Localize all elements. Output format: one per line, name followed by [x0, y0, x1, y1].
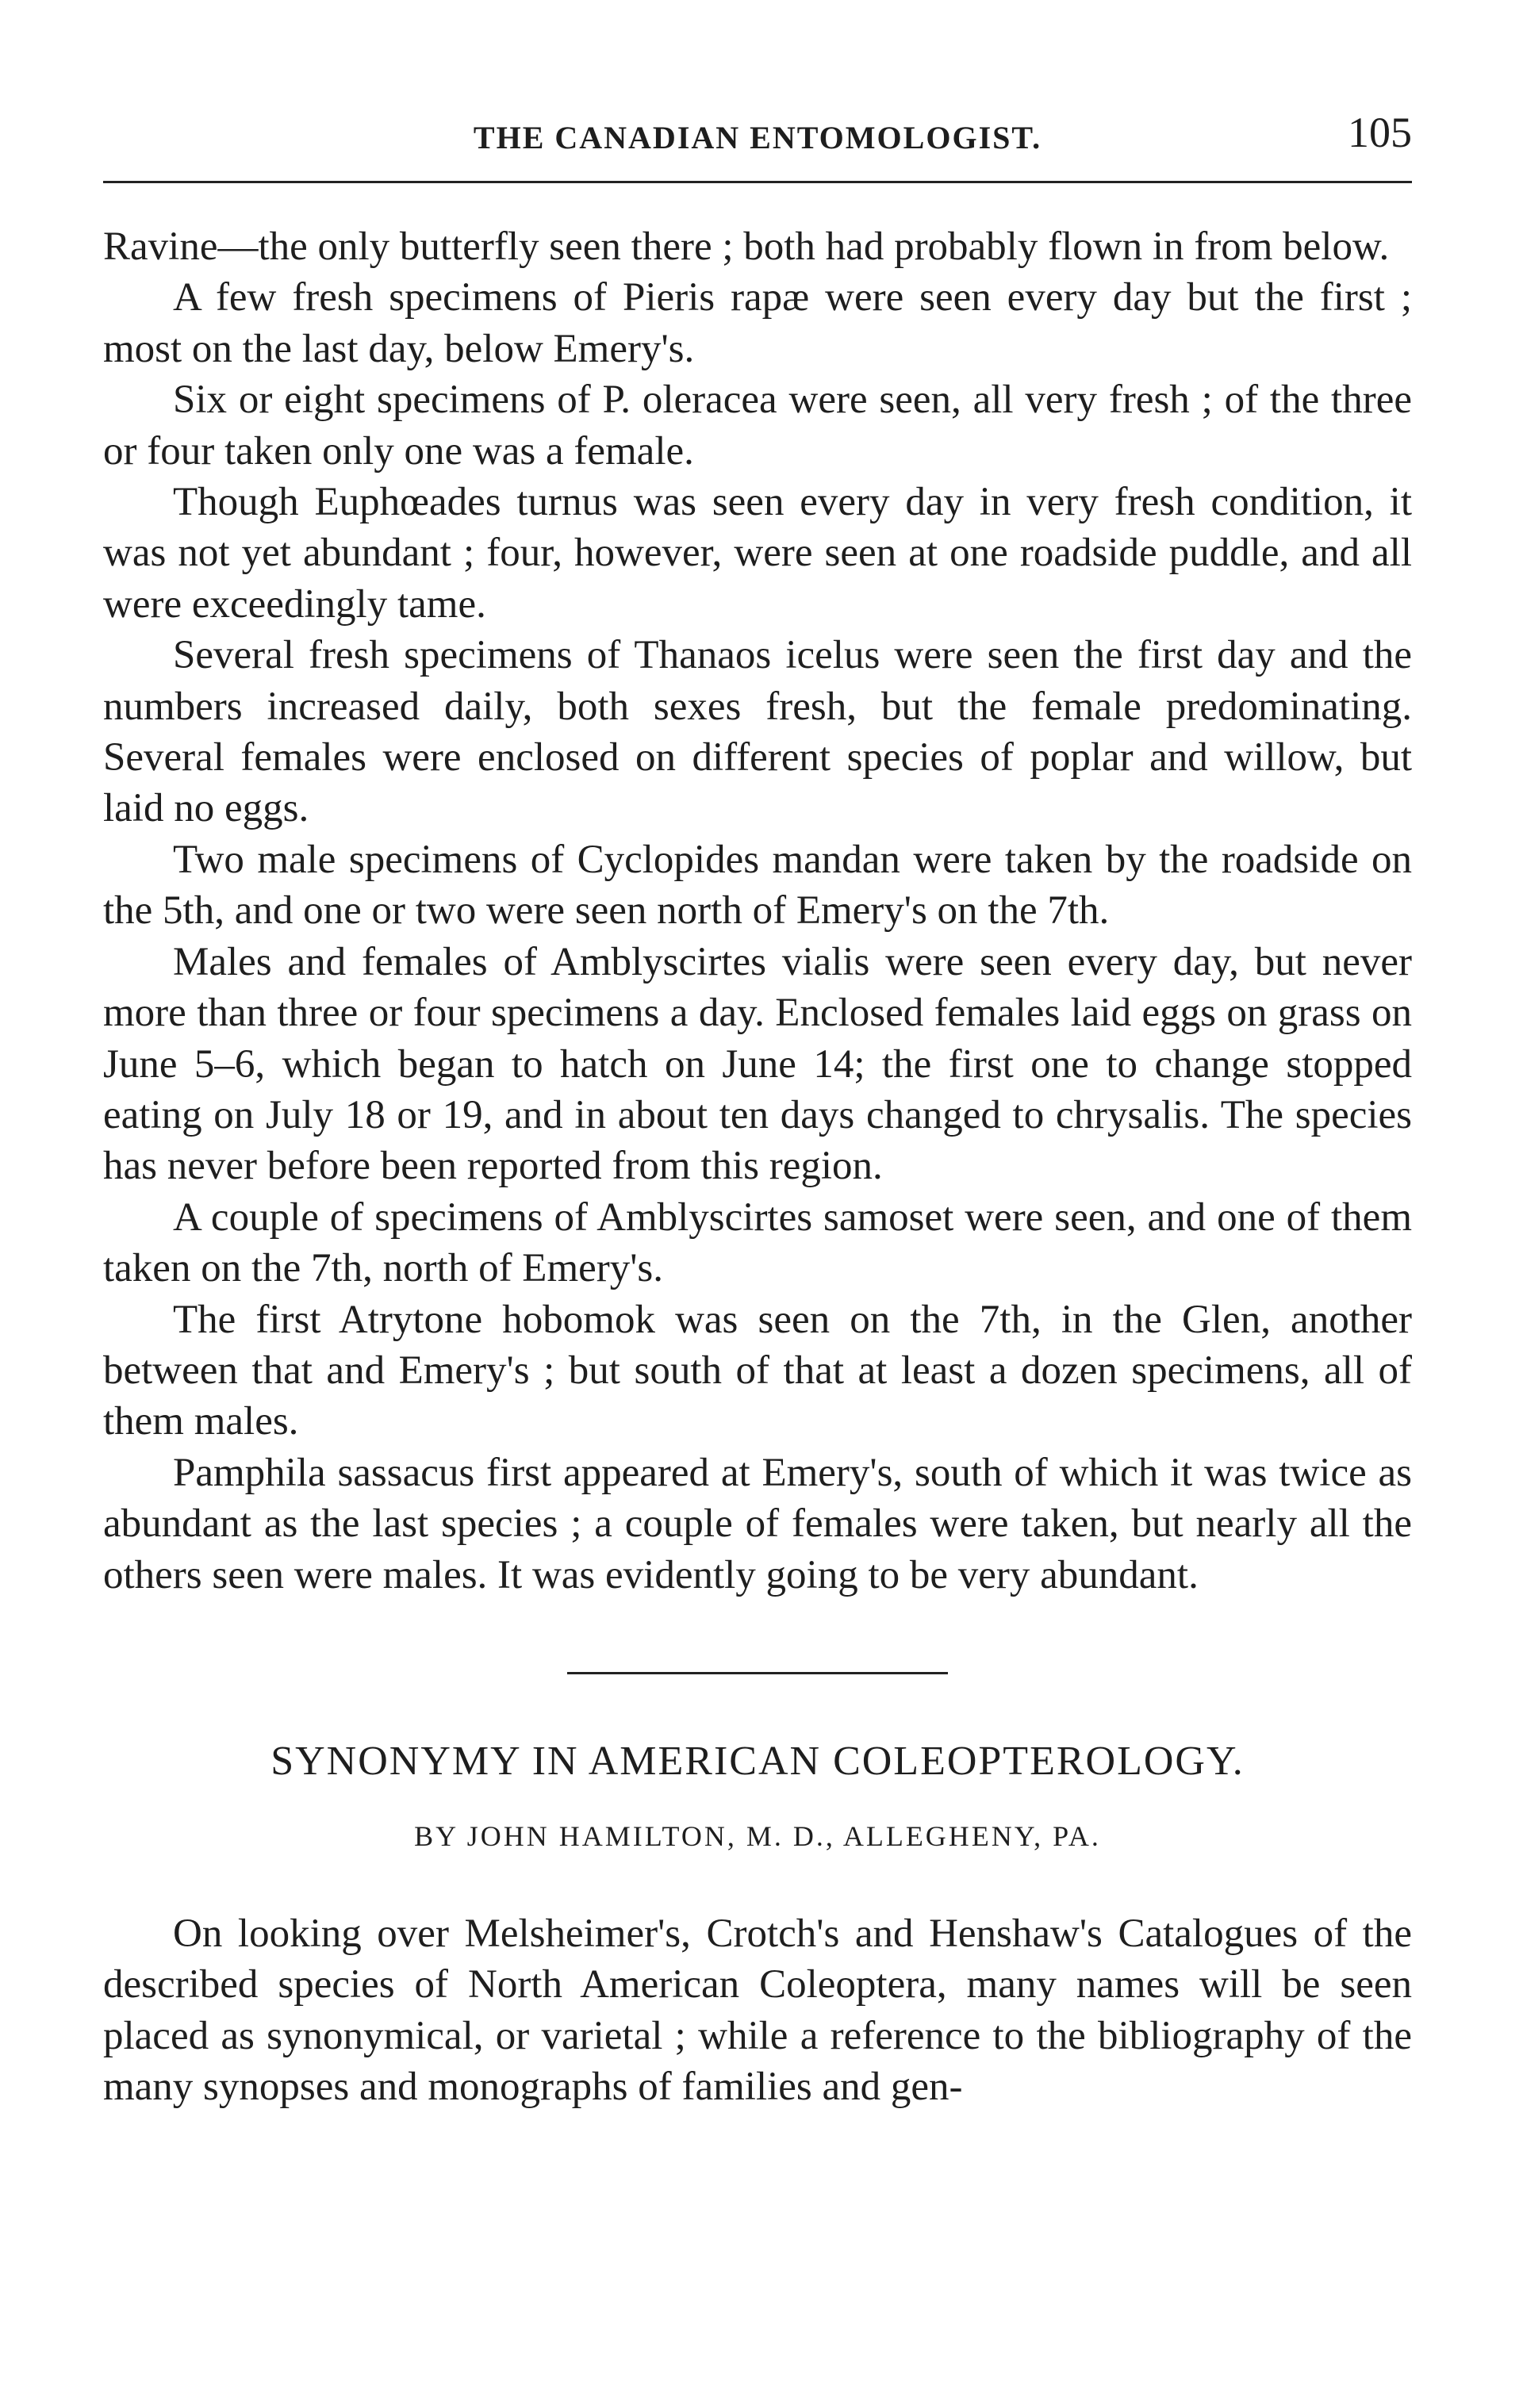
running-head — [103, 109, 1412, 174]
page-number: 105 — [1348, 109, 1412, 156]
paragraph: The first Atrytone hobomok was seen on the 7th, in the Glen, another between that and Emery's ; but south of that at least a dozen specimens, all of them males. — [103, 1297, 1412, 1444]
article-title: SYNONYMY IN AMERICAN COLEOPTEROLOGY. — [270, 1738, 1245, 1784]
article-body — [103, 1908, 1412, 2113]
byline: BY JOHN HAMILTON, M. D., ALLEGHENY, PA. — [414, 1819, 1101, 1852]
paragraph: Ravine—the only butterfly seen there ; both had probably flown in from below. — [103, 224, 1390, 269]
paragraph: Two male specimens of Cyclopides mandan were taken by the roadside on the 5th, and one or two were seen north of Emery's on the 7th. — [103, 837, 1412, 934]
paragraph: Pamphila sassacus first appeared at Emery's, south of which it was twice as abundant as the last species ; a couple of females were taken, but nearly all the others seen were males. It was evidently going to be very abundant. — [103, 1450, 1412, 1597]
paragraph: Six or eight specimens of P. oleracea were seen, all very fresh ; of the three or four taken only one was a female. — [103, 378, 1412, 474]
section-divider — [567, 1672, 948, 1674]
running-title: THE CANADIAN ENTOMOLOGIST. — [473, 120, 1042, 155]
paragraph: Though Euphœades turnus was seen every day in very fresh condition, it was not yet abundant ; four, however, were seen at one roadside puddle, and all were exceedingly tame. — [103, 480, 1412, 627]
paragraph: Males and females of Amblyscirtes vialis were seen every day, but never more than three or four specimens a day. Enclosed females laid eggs on grass on June 5–6, which began to hatch on June 14; the first one to change stopped eating on July 18 or 19, and in about ten days changed to chrysalis. The species has never before been reported from this region. — [103, 939, 1412, 1189]
paragraph: A couple of specimens of Amblyscirtes samoset were seen, and one of them taken on the 7th, north of Emery's. — [103, 1194, 1412, 1291]
paragraph: On looking over Melsheimer's, Crotch's and Henshaw's Catalogues of the described species of North American Coleoptera, many names will be seen placed as synonymical, or varietal ; while a reference to the bibliography of the many synopses and monographs of families and gen- — [103, 1911, 1412, 2110]
header-rule — [103, 181, 1412, 183]
article-body — [103, 221, 1412, 1601]
page — [103, 109, 1412, 2113]
paragraph: Several fresh specimens of Thanaos icelus were seen the first day and the numbers increased daily, both sexes fresh, but the female predominating. Several females were enclosed on different species of poplar and willow, but laid no eggs. — [103, 633, 1412, 831]
paragraph: A few fresh specimens of Pieris rapæ were seen every day but the first ; most on the last day, below Emery's. — [103, 275, 1412, 371]
